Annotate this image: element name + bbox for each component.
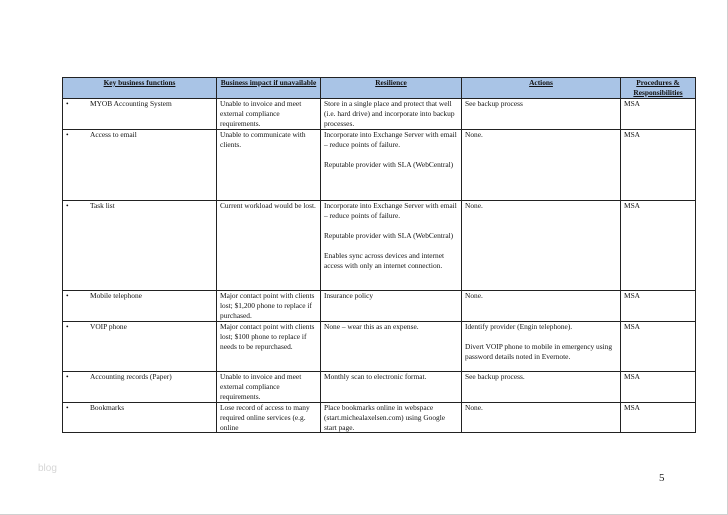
function-label: Access to email — [90, 130, 137, 139]
function-label: Mobile telephone — [90, 291, 142, 300]
bullet-icon: • — [66, 402, 69, 412]
table-row — [63, 402, 696, 433]
impact-cell — [217, 201, 321, 291]
table-row — [63, 201, 696, 291]
resilience-text: Place bookmarks online in webspace (start.michealaxelsen.com) using Google start page. — [324, 402, 446, 432]
procedures-cell: MSA — [621, 201, 696, 291]
impact-text: Unable to invoice and meet external compliance requirements. — [220, 99, 302, 128]
bullet-icon: • — [66, 291, 69, 300]
function-cell — [63, 402, 217, 433]
procedures-cell: MSA — [621, 99, 696, 130]
function-cell — [63, 99, 217, 130]
table-row — [63, 291, 696, 322]
procedures-cell: MSA — [621, 402, 696, 433]
bullet-icon: • — [66, 371, 69, 381]
function-cell — [63, 291, 217, 322]
impact-cell — [217, 291, 321, 322]
actions-cell — [462, 371, 621, 402]
resilience-cell — [321, 130, 462, 201]
function-label: Accounting records (Paper) — [90, 371, 172, 381]
resilience-text: Incorporate into Exchange Server with email – reduce points of failure. — [324, 130, 457, 149]
impact-text: Current workload would be lost. — [220, 201, 316, 210]
resilience-cell — [321, 402, 462, 433]
actions-text: None. — [465, 291, 483, 300]
actions-text: None. — [465, 201, 483, 210]
actions-text: See backup process — [465, 99, 523, 108]
header-actions: Actions — [462, 78, 621, 99]
function-cell — [63, 201, 217, 291]
bullet-icon: • — [66, 201, 69, 210]
resilience-cell — [321, 201, 462, 291]
procedures-cell: MSA — [621, 321, 696, 371]
function-label: Task list — [90, 201, 115, 210]
function-cell — [63, 321, 217, 371]
watermark: blog — [38, 463, 57, 474]
impact-text: Unable to invoice and meet external compliance requirements. — [220, 371, 302, 401]
resilience-cell — [321, 371, 462, 402]
impact-text: Unable to communicate with clients. — [220, 130, 306, 149]
procedures-cell: MSA — [621, 130, 696, 201]
table-row — [63, 371, 696, 402]
function-label: VOIP phone — [90, 321, 127, 331]
table-row — [63, 130, 696, 201]
bullet-icon: • — [66, 321, 69, 331]
table-row — [63, 321, 696, 371]
procedures-cell: MSA — [621, 371, 696, 402]
actions-cell — [462, 402, 621, 433]
actions-cell — [462, 321, 621, 371]
actions-text: Divert VOIP phone to mobile in emergency using password details noted in Evernote. — [465, 341, 613, 361]
actions-cell — [462, 99, 621, 130]
header-procedures-responsibilities: Procedures & Responsibilities — [621, 78, 696, 99]
table-row — [63, 99, 696, 130]
actions-cell — [462, 130, 621, 201]
impact-text: Lose record of access to many required online services (e.g. online — [220, 402, 310, 432]
function-cell — [63, 130, 217, 201]
bullet-icon: • — [66, 130, 69, 139]
impact-cell — [217, 321, 321, 371]
resilience-text: Store in a single place and protect that well (i.e. hard drive) and incorporate into backup processes. — [324, 99, 455, 128]
resilience-text: Reputable provider with SLA (WebCentral) — [324, 159, 454, 169]
resilience-text: Insurance policy — [324, 291, 374, 300]
actions-text: None. — [465, 130, 483, 139]
function-cell — [63, 371, 217, 402]
business-continuity-table — [62, 77, 696, 433]
resilience-text: Enables sync across devices and internet access with only an internet connection. — [324, 250, 445, 270]
resilience-text: None – wear this as an expense. — [324, 321, 419, 331]
impact-cell — [217, 130, 321, 201]
impact-cell — [217, 371, 321, 402]
bullet-icon: • — [66, 99, 69, 108]
resilience-text: Reputable provider with SLA (WebCentral) — [324, 230, 454, 240]
procedures-cell: MSA — [621, 291, 696, 322]
impact-text: Major contact point with clients lost; $100 phone to replace if needs to be repurchased. — [220, 321, 315, 351]
page-number: 5 — [659, 472, 665, 484]
impact-cell — [217, 402, 321, 433]
function-label: MYOB Accounting System — [90, 99, 172, 108]
actions-text: None. — [465, 402, 483, 412]
actions-text: See backup process. — [465, 371, 525, 381]
resilience-cell — [321, 99, 462, 130]
header-resilience: Resilience — [321, 78, 462, 99]
impact-text: Major contact point with clients lost; $1,200 phone to replace if purchased. — [220, 291, 315, 320]
function-label: Bookmarks — [90, 402, 125, 412]
impact-cell — [217, 99, 321, 130]
table-header-row — [63, 78, 696, 99]
resilience-cell — [321, 321, 462, 371]
actions-cell — [462, 291, 621, 322]
actions-text: Identify provider (Engin telephone). — [465, 321, 573, 331]
header-key-business-functions: Key business functions — [63, 78, 217, 99]
resilience-text: Incorporate into Exchange Server with email – reduce points of failure. — [324, 201, 457, 220]
resilience-text: Monthly scan to electronic format. — [324, 371, 427, 381]
actions-cell — [462, 201, 621, 291]
header-business-impact: Business impact if unavailable — [217, 78, 321, 99]
resilience-cell — [321, 291, 462, 322]
